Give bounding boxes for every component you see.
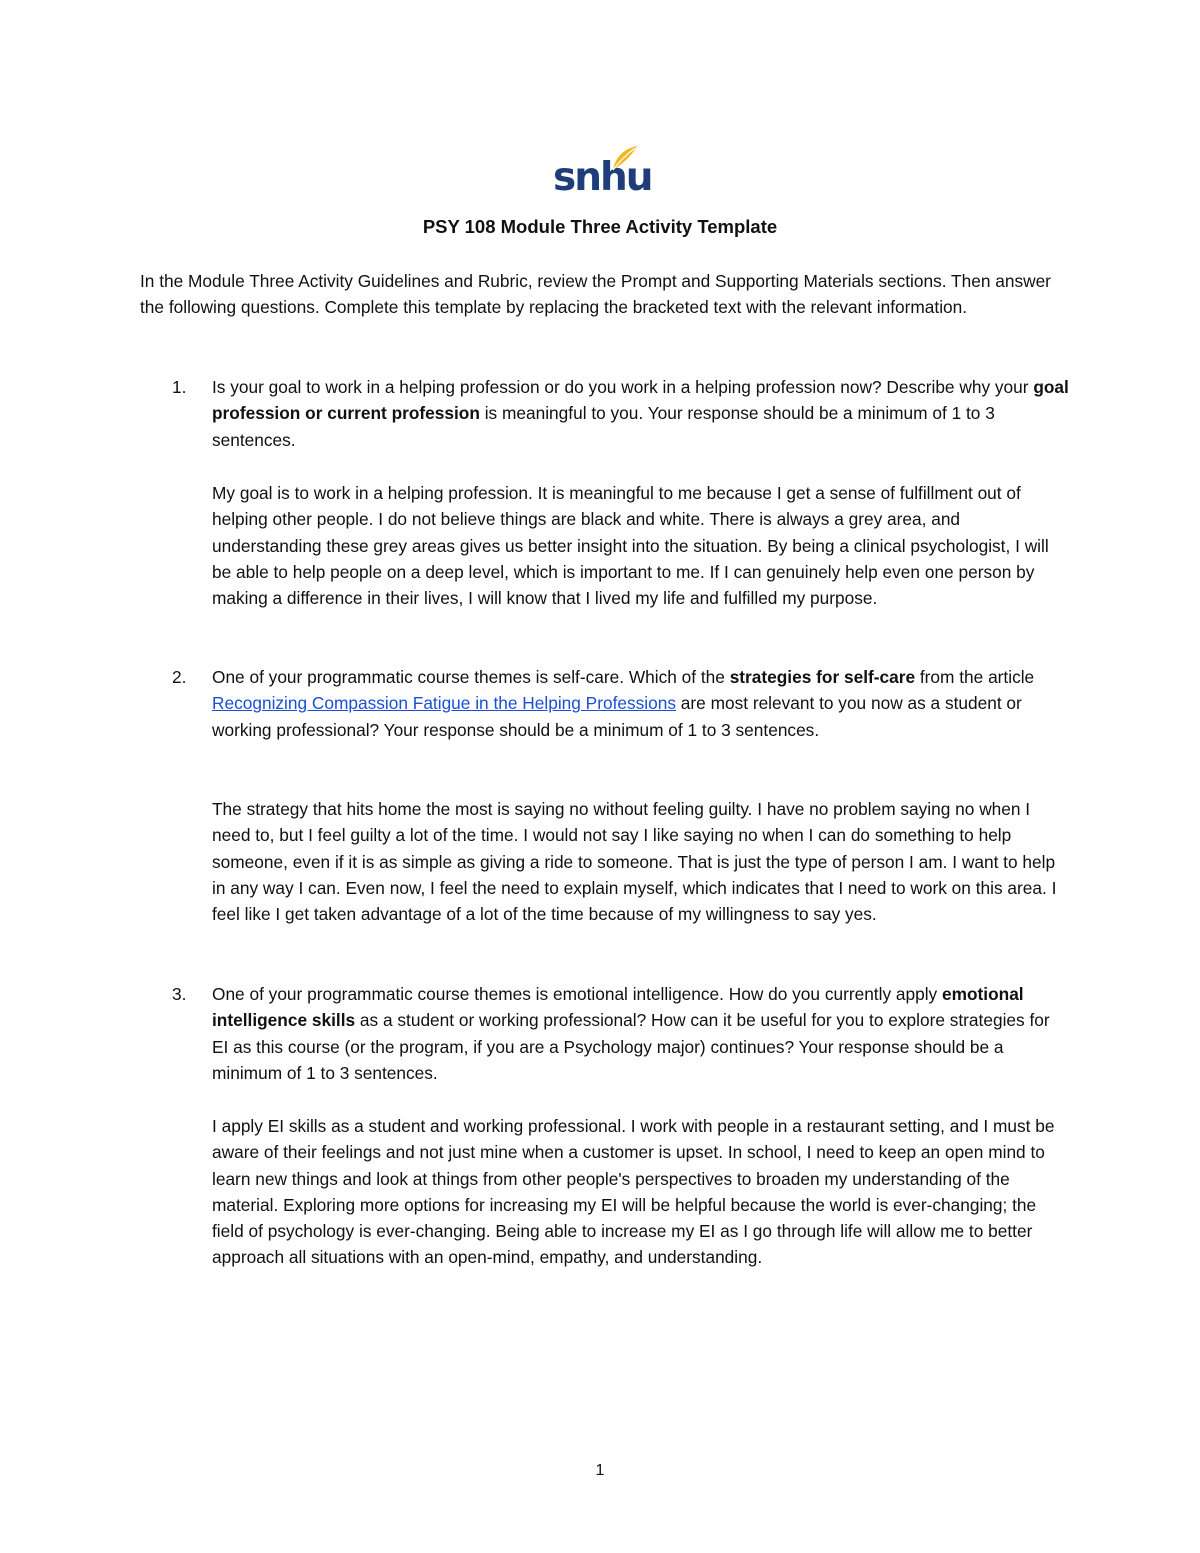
question-prompt: One of your programmatic course themes is emotional intelligence. How do you currently apply emotional intelligence skills as a student or working professional? How can it be useful for you to explore strategies for EI as this course (or the program, if you are a Psychology major) continues? Your response should be a minimum of 1 to 3 sentences.	[212, 984, 1050, 1083]
question-number: 2.	[172, 667, 187, 687]
answer-1: My goal is to work in a helping profession. It is meaningful to me because I get a sense of fulfillment out of helping other people. I do not believe things are black and white. There is always a grey area, and understanding these grey areas gives us better insight into the situation. By being a clinical psychologist, I will be able to help people on a deep level, which is important to me. If I can genuinely help even one person by making a difference in their lives, I will know that I lived my life and fulfilled my purpose.	[212, 483, 1049, 609]
snhu-logo-text: snhu	[553, 155, 652, 200]
document-title: PSY 108 Module Three Activity Template	[422, 216, 778, 237]
question-number: 3.	[172, 984, 187, 1004]
snhu-logo	[553, 144, 652, 206]
question-3	[140, 981, 1070, 1086]
answer-2: The strategy that hits home the most is saying no without feeling guilty. I have no problem saying no when I need to, but I feel guilty a lot of the time. I would not say I like saying no when I can do something to help someone, even if it is as simple as giving a ride to someone. That is just the type of person I am. I want to help in any way I can. Even now, I feel the need to explain myself, which indicates that I need to work on this area. I feel like I get taken advantage of a lot of the time because of my willingness to say yes.	[212, 799, 1057, 925]
intro-paragraph: In the Module Three Activity Guidelines and Rubric, review the Prompt and Supporting Materials sections. Then answer the following questions. Complete this template by replacing the bracketed text with the relevant information.	[140, 271, 1051, 318]
question-prompt: One of your programmatic course themes is self-care. Which of the strategies for self-care from the article Recognizing Compassion Fatigue in the Helping Professions are most relevant to you now as a student or working professional? Your response should be a minimum of 1 to 3 sentences.	[212, 667, 1035, 740]
leaf-icon	[609, 144, 639, 172]
article-link[interactable]: Recognizing Compassion Fatigue in the Helping Professions	[212, 693, 676, 714]
question-number: 1.	[172, 377, 187, 397]
prompt-emphasis: goal profession or current profession	[212, 377, 1069, 424]
prompt-emphasis: strategies for self-care	[729, 667, 916, 687]
question-1	[140, 374, 1070, 453]
page-number: 1	[595, 1462, 605, 1479]
answer-3: I apply EI skills as a student and working professional. I work with people in a restaurant setting, and I must be aware of their feelings and not just mine when a customer is upset. In school, I need to keep an open mind to learn new things and look at things from other people's perspectives to broaden my understanding of the material. Exploring more options for increasing my EI will be helpful because the world is ever-changing; the field of psychology is ever-changing. Being able to increase my EI as I go through life will allow me to better approach all situations with an open-mind, empathy, and understanding.	[212, 1116, 1055, 1268]
question-prompt: Is your goal to work in a helping profession or do you work in a helping profession now? Describe why your goal profession or current profession is meaningful to you. Your response should be a minimum of 1 to 3 sentences.	[212, 377, 1069, 450]
prompt-emphasis: emotional intelligence skills	[212, 984, 1024, 1031]
question-2	[140, 664, 1070, 743]
